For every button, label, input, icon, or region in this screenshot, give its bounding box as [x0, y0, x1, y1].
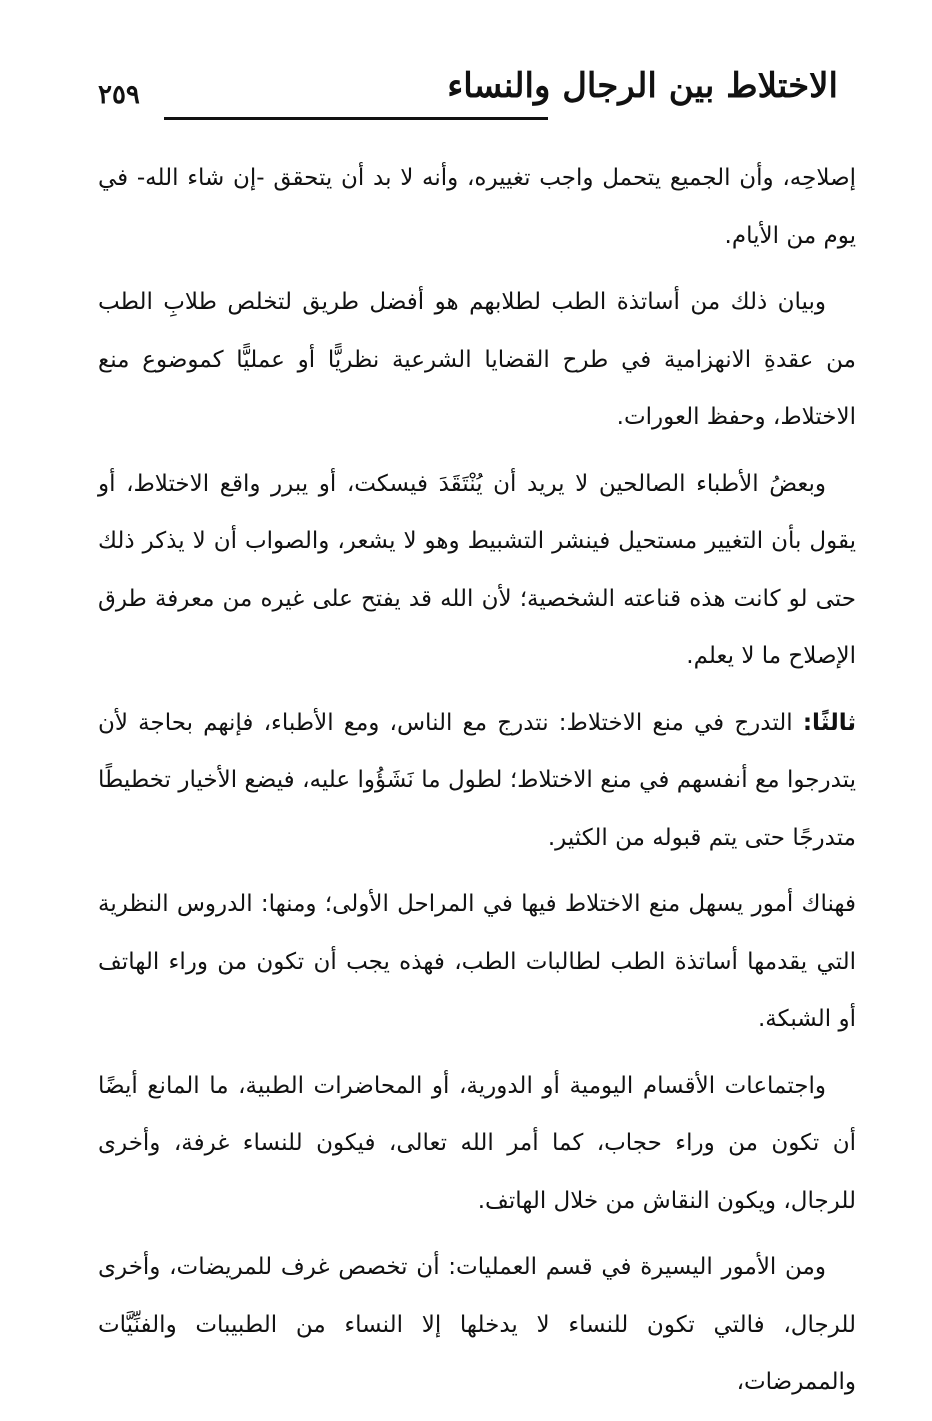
paragraph-2: وبيان ذلك من أساتذة الطب لطلابهم هو أفضل طريق لتخلص طلابِ الطب من عقدةِ الانهزامية في طرح القضايا الشرعية نظريًّا أو عمليًّا كموضوع منع الاختلاط، وحفظ العورات.	[98, 289, 856, 430]
running-title: الاختلاط بين الرجال والنساء	[447, 66, 838, 106]
paragraph-4	[98, 695, 856, 868]
page-header	[98, 66, 838, 130]
paragraph-4-text: التدرج في منع الاختلاط: نتدرج مع الناس، ومع الأطباء، فإنهم بحاجة لأن يتدرجوا مع أنفسهم في منع الاختلاط؛ لطول ما نَشَؤُوا عليه، فيضع الأخيار تخطيطًا متدرجًا حتى يتم قبوله من الكثير.	[98, 709, 856, 851]
paragraph-1: إصلاحِه، وأن الجميع يتحمل واجب تغييره، وأنه لا بد أن يتحقق -إن شاء الله- في يوم من الأيام.	[98, 165, 856, 249]
paragraph-6: واجتماعات الأقسام اليومية أو الدورية، أو المحاضرات الطبية، ما المانع أيضًا أن تكون من وراء حجاب، كما أمر الله تعالى، فيكون للنساء غرفة، وأخرى للرجال، ويكون النقاش من خلال الهاتف.	[98, 1072, 856, 1214]
body-text	[98, 150, 856, 1421]
paragraph-4-lead: ثالثًا:	[802, 709, 856, 736]
page-number: ٢٥٩	[98, 80, 140, 110]
paragraph-5: فهناك أمور يسهل منع الاختلاط فيها في المراحل الأولى؛ ومنها: الدروس النظرية التي يقدمها أساتذة الطب لطالبات الطب، فهذه يجب أن تكون من وراء الهاتف أو الشبكة.	[98, 891, 856, 1032]
header-rule	[164, 117, 548, 120]
paragraph-7: ومن الأمور اليسيرة في قسم العمليات: أن تخصص غرف للمريضات، وأخرى للرجال، فالتي تكون للنساء لا يدخلها إلا النساء من الطبيبات والفنِّيَّات والممرضات،	[98, 1254, 856, 1395]
paragraph-3: وبعضُ الأطباء الصالحين لا يريد أن يُنْتَقَدَ فيسكت، أو يبرر واقع الاختلاط، أو يقول بأن التغيير مستحيل فينشر التشبيط وهو لا يشعر، والصواب أن لا يذكر ذلك حتى لو كانت هذه قناعته الشخصية؛ لأن الله قد يفتح على غيره من معرفة طرق الإصلاح ما لا يعلم.	[98, 470, 856, 669]
